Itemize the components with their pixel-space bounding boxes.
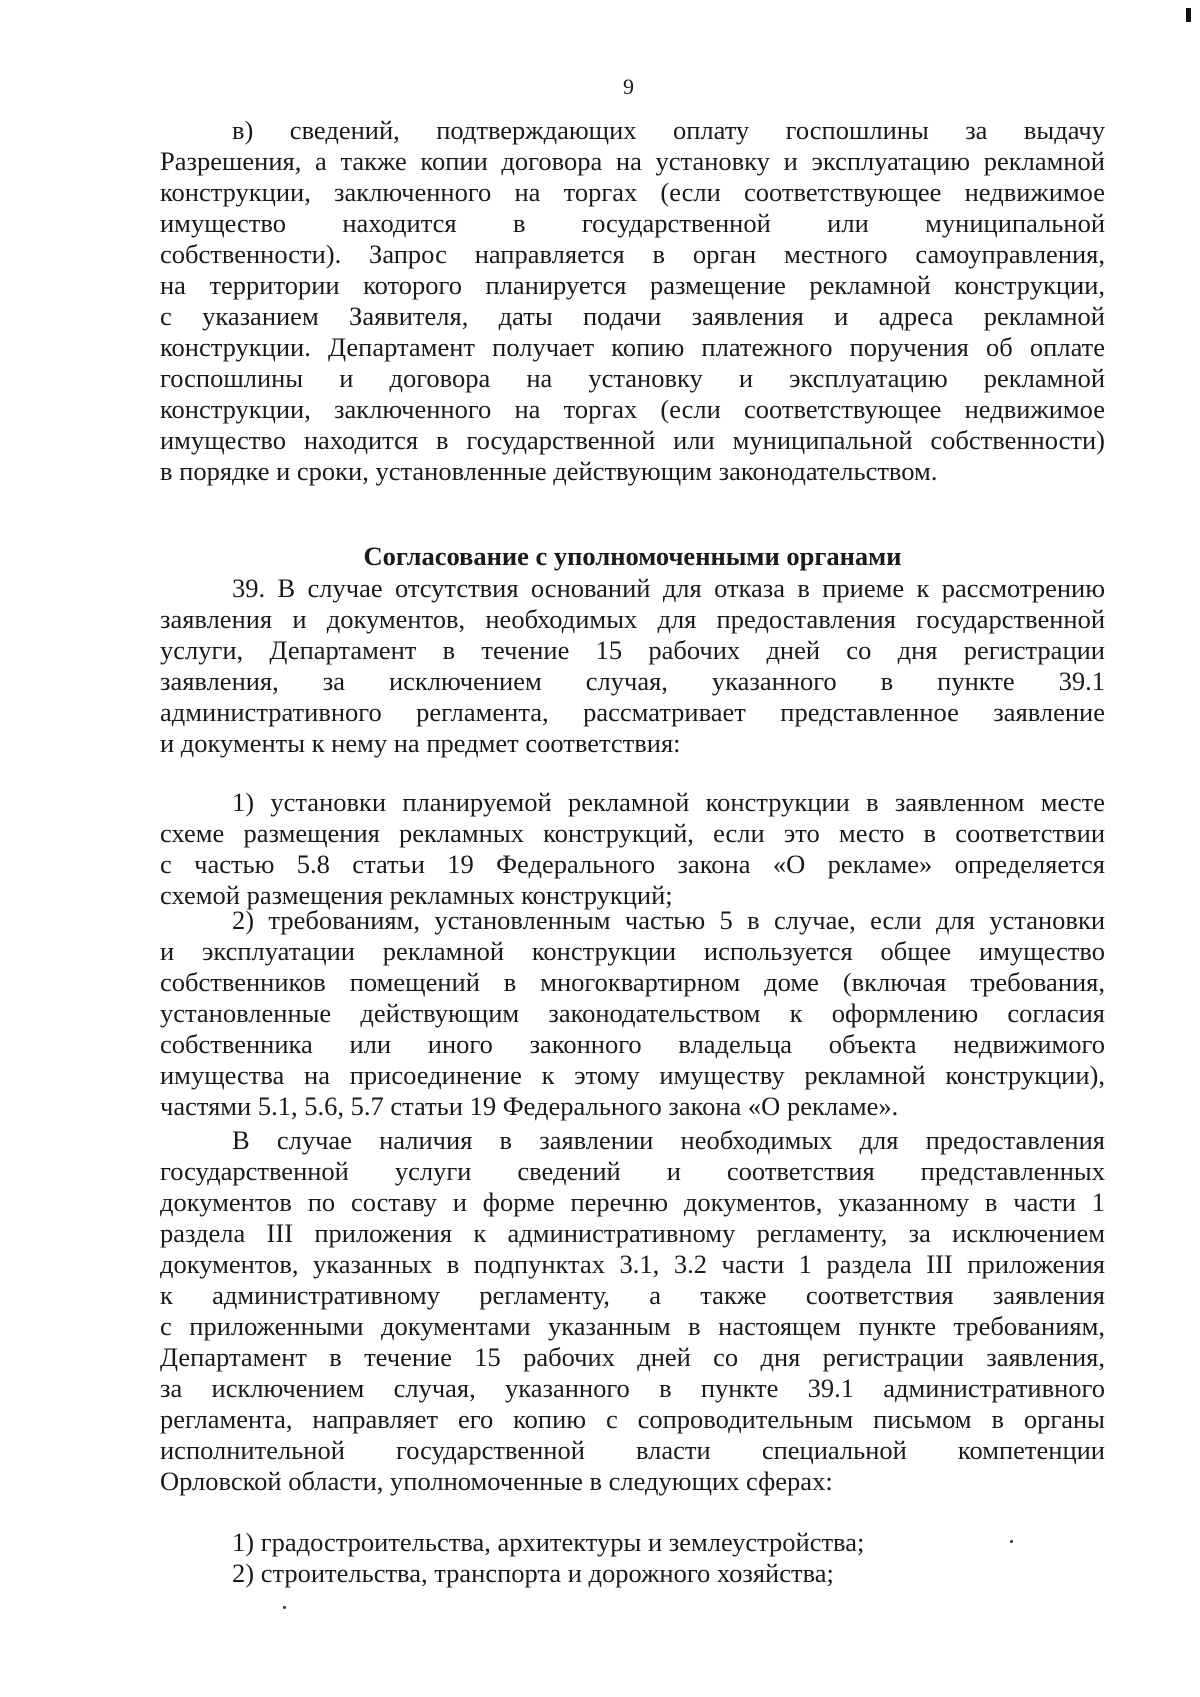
text-line: государственной услуги сведений и соответствия представленных — [160, 1156, 1105, 1186]
text-line: с указанием Заявителя, даты подачи заявления и адреса рекламной — [160, 301, 1105, 331]
text-line: раздела III приложения к административному регламенту, за исключением — [160, 1218, 1105, 1248]
text-line: собственника или иного законного владельца объекта недвижимого — [160, 1029, 1105, 1059]
text-line: услуги, Департамент в течение 15 рабочих дней со дня регистрации — [160, 635, 1105, 665]
text-line: имущество находится в государственной или муниципальной собственности) — [160, 425, 1105, 455]
text-line: схемой размещения рекламных конструкций; — [160, 880, 673, 910]
text-line: 39. В случае отсутствия оснований для отказа в приеме к рассмотрению — [232, 573, 1105, 603]
text-line: документов по составу и форме перечню документов, указанному в части 1 — [160, 1187, 1105, 1217]
text-line: Орловской области, уполномоченные в следующих сферах: — [160, 1466, 833, 1496]
text-line: и документы к нему на предмет соответствия: — [160, 728, 681, 758]
text-line: регламента, направляет его копию с сопроводительным письмом в органы — [160, 1404, 1105, 1434]
text-line: 1) установки планируемой рекламной конструкции в заявленном месте — [232, 787, 1105, 817]
text-line: к административному регламенту, а также соответствия заявления — [160, 1280, 1105, 1310]
text-line: в порядке и сроки, установленные действующим законодательством. — [160, 456, 938, 486]
list-item-2 — [160, 905, 1105, 1122]
text-line: конструкции, заключенного на торгах (если соответствующее недвижимое — [160, 177, 1105, 207]
text-line: заявления, за исключением случая, указанного в пункте 39.1 — [160, 666, 1105, 696]
paragraph-39 — [160, 573, 1105, 759]
text-line: имущество находится в государственной или муниципальной — [160, 208, 1105, 238]
list-item-1 — [160, 787, 1105, 911]
scan-mark — [1186, 8, 1191, 22]
text-line: за исключением случая, указанного в пункте 39.1 административного — [160, 1373, 1105, 1403]
text-line: в) сведений, подтверждающих оплату госпошлины за выдачу — [232, 115, 1105, 145]
text-line: административного регламента, рассматривает представленное заявление — [160, 697, 1105, 727]
text-line: схеме размещения рекламных конструкций, если это место в соответствии — [160, 818, 1105, 848]
text-line: имущества на присоединение к этому имуществу рекламной конструкции), — [160, 1060, 1105, 1090]
text-line: и эксплуатации рекламной конструкции используется общее имущество — [160, 936, 1105, 966]
spheres-list — [160, 1527, 1105, 1589]
text-line: на территории которого планируется размещение рекламной конструкции, — [160, 270, 1105, 300]
text-line: В случае наличия в заявлении необходимых для предоставления — [232, 1125, 1105, 1155]
text-line: заявления и документов, необходимых для предоставления государственной — [160, 604, 1105, 634]
text-line: Разрешения, а также копии договора на установку и эксплуатацию рекламной — [160, 146, 1105, 176]
text-line: Департамент в течение 15 рабочих дней со дня регистрации заявления, — [160, 1342, 1105, 1372]
text-line: исполнительной государственной власти специальной компетенции — [160, 1435, 1105, 1465]
text-line: установленные действующим законодательством к оформлению согласия — [160, 998, 1105, 1028]
text-line: госпошлины и договора на установку и эксплуатацию рекламной — [160, 363, 1105, 393]
paragraph-case — [160, 1125, 1105, 1497]
text-line: частями 5.1, 5.6, 5.7 статьи 19 Федерального закона «О рекламе». — [160, 1091, 899, 1121]
text-line: конструкции. Департамент получает копию платежного поручения об оплате — [160, 332, 1105, 362]
text-line: 2) требованиям, установленным частью 5 в случае, если для установки — [232, 905, 1105, 935]
text-line: документов, указанных в подпунктах 3.1, 3.2 части 1 раздела III приложения — [160, 1249, 1105, 1279]
list-item: 2) строительства, транспорта и дорожного хозяйства; — [232, 1558, 834, 1588]
scan-speck — [1010, 1540, 1013, 1543]
text-line: конструкции, заключенного на торгах (если соответствующее недвижимое — [160, 394, 1105, 424]
list-item: 1) градостроительства, архитектуры и землеустройства; — [232, 1527, 865, 1557]
page-number: 9 — [623, 74, 634, 99]
paragraph-v — [160, 115, 1105, 487]
scan-speck — [283, 1606, 286, 1609]
text-line: с приложенными документами указанным в настоящем пункте требованиям, — [160, 1311, 1105, 1341]
text-line: собственности). Запрос направляется в орган местного самоуправления, — [160, 239, 1105, 269]
text-line: собственников помещений в многоквартирном доме (включая требования, — [160, 967, 1105, 997]
section-heading: Согласование с уполномоченными органами — [363, 541, 902, 571]
text-line: с частью 5.8 статьи 19 Федерального закона «О рекламе» определяется — [160, 849, 1105, 879]
